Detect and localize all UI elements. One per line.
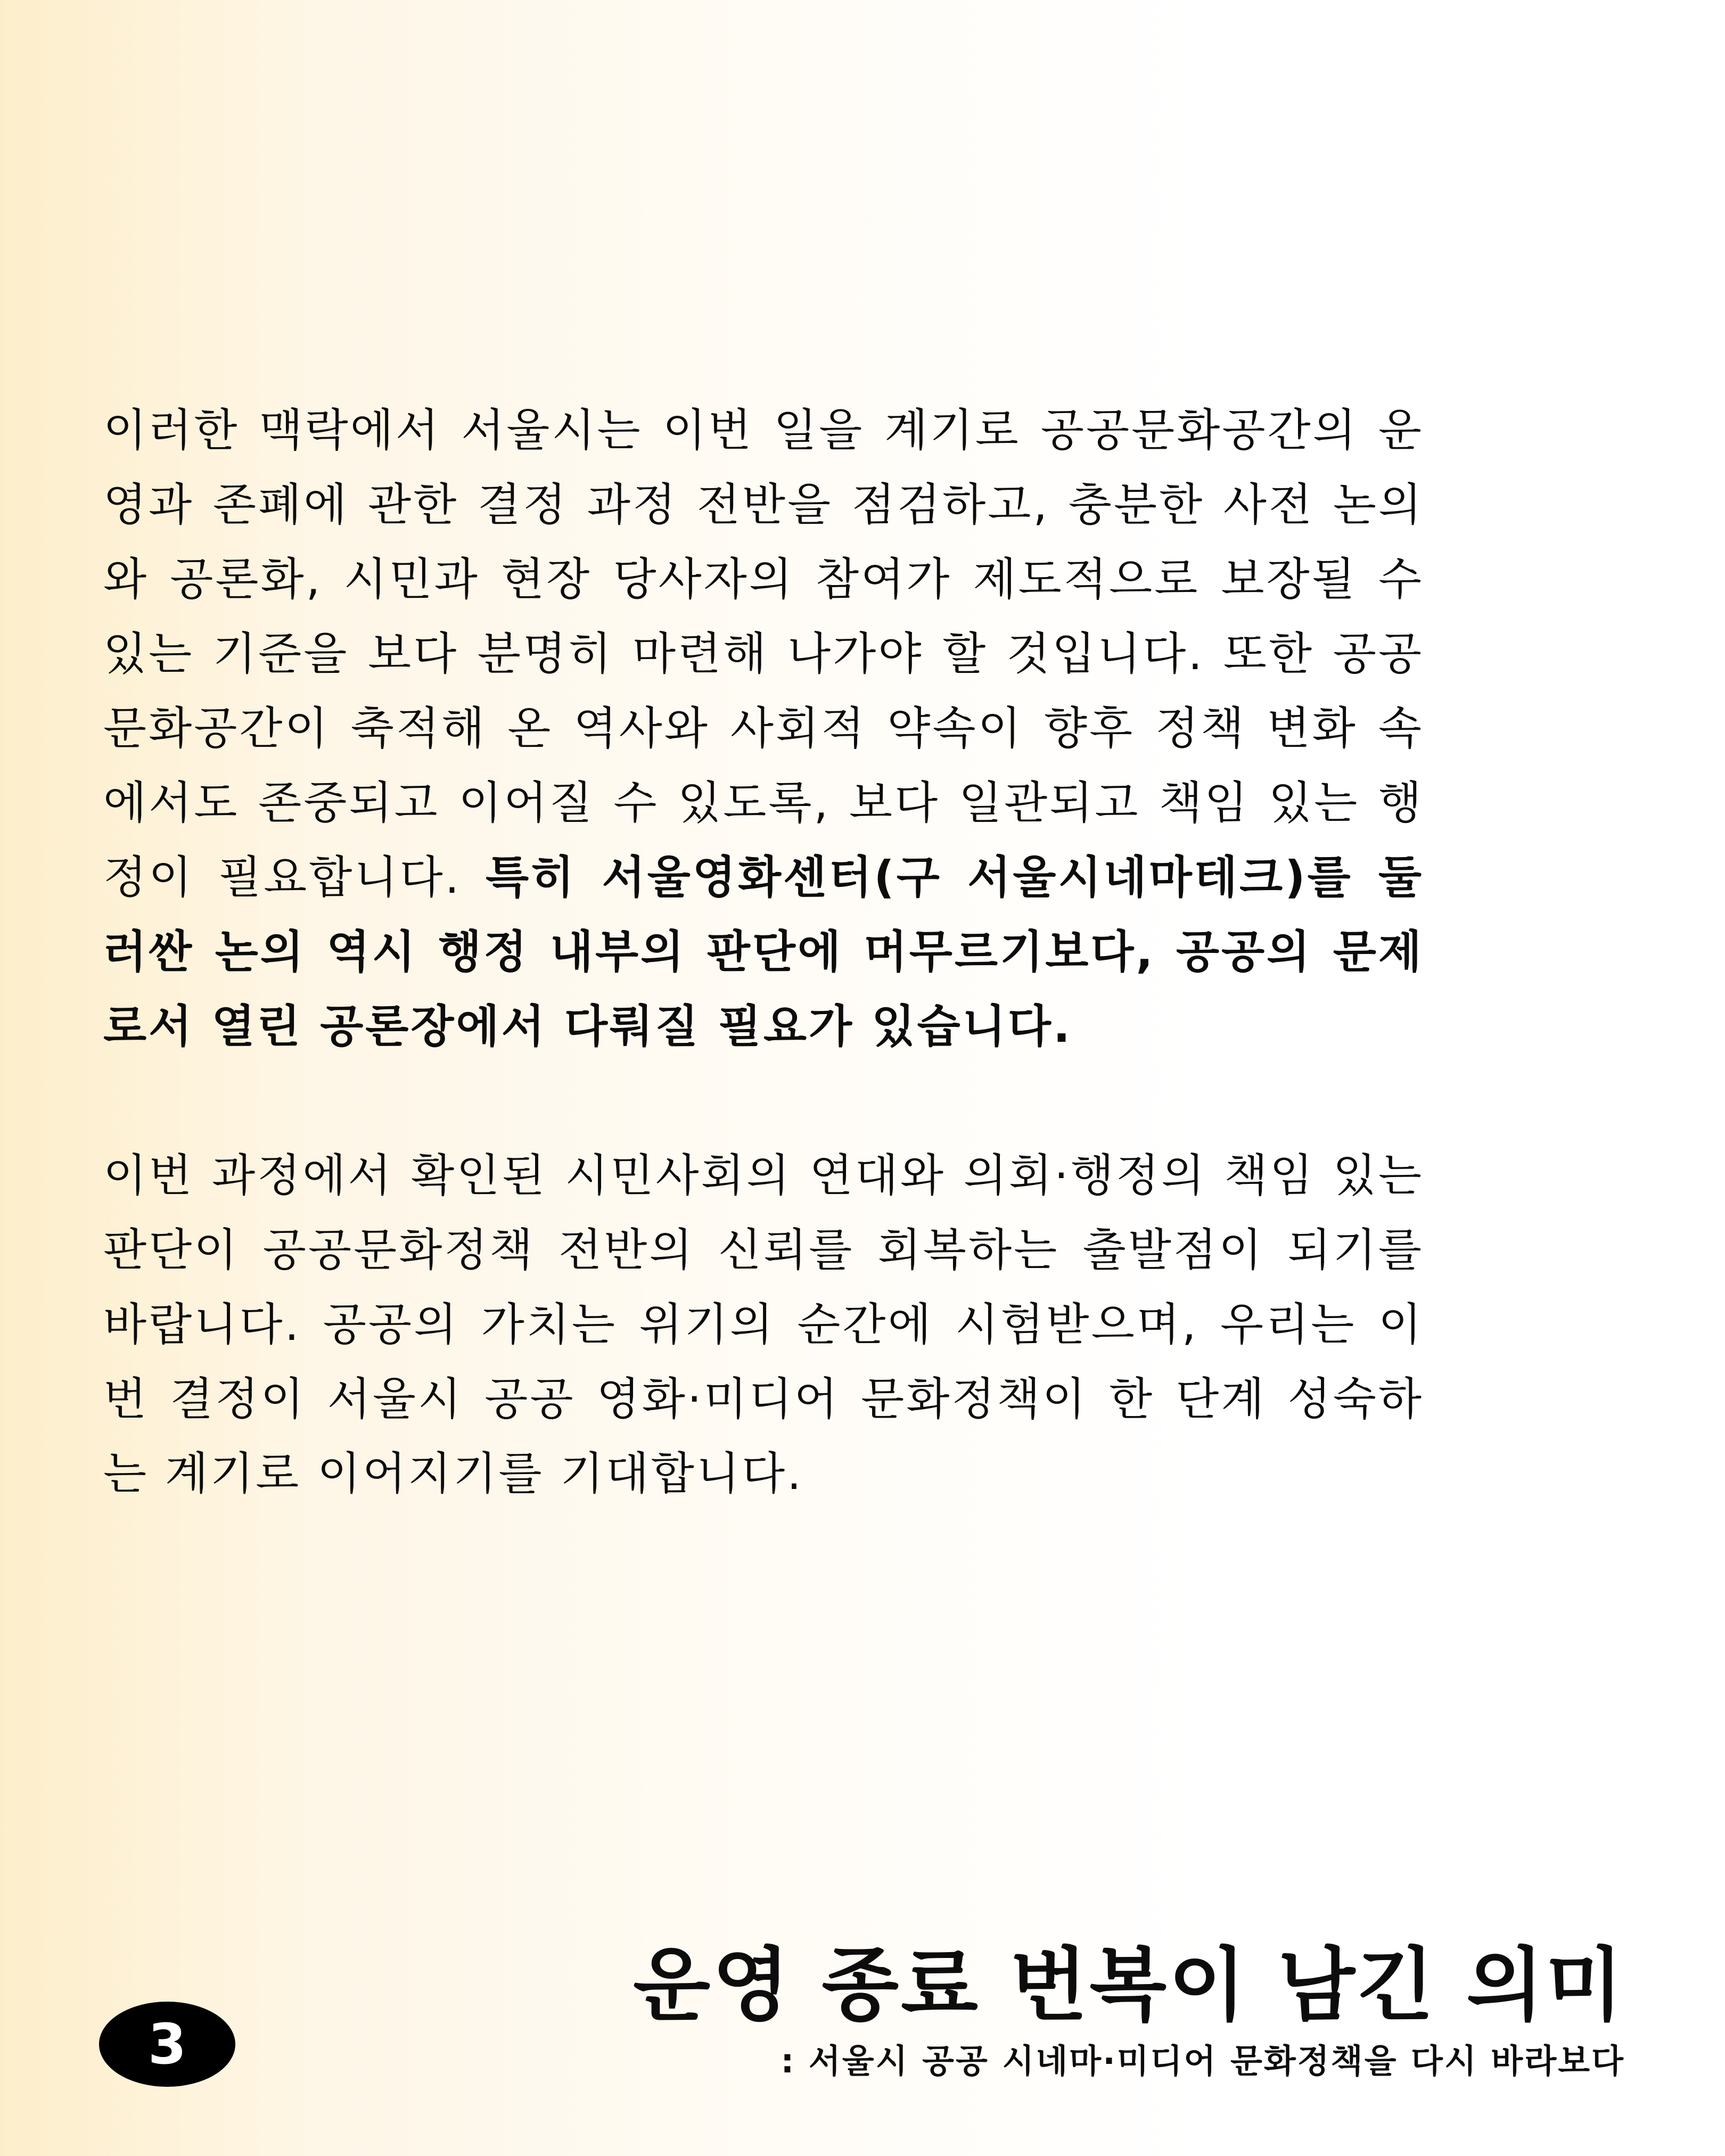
page-number: 3 xyxy=(147,2012,187,2077)
paragraph-2: 이번 과정에서 확인된 시민사회의 연대와 의회·행정의 책임 있는 판단이 공공문화정책 전반의 신뢰를 회복하는 출발점이 되기를 바랍니다. 공공의 가치는 위기의 순간에 시험받으며, 우리는 이번 결정이 서울시 공공 영화·미디어 문화정책이 한 단계 성숙하는 계기로 이어지기를 기대합니다. xyxy=(103,1149,1424,1500)
paragraph-1 xyxy=(103,393,1424,1064)
page-title: 운영 종료 번복이 남긴 의미 xyxy=(633,1939,1625,2032)
page-number-badge xyxy=(99,2002,235,2087)
article-body xyxy=(103,393,1424,1511)
paragraph-1-regular-text: 이러한 맥락에서 서울시는 이번 일을 계기로 공공문화공간의 운영과 존폐에 관한 결정 과정 전반을 점검하고, 충분한 사전 논의와 공론화, 시민과 현장 당사자의 참여가 제도적으로 보장될 수 있는 기준을 보다 분명히 마련해 나가야 할 것입니다. 또한 공공문화공간이 축적해 온 역사와 사회적 약속이 향후 정책 변화 속에서도 존중되고 이어질 수 있도록, 보다 일관되고 책임 있는 행정이 필요합니다. xyxy=(103,404,1424,903)
page-subtitle: : 서울시 공공 시네마·미디어 문화정책을 다시 바라보다 xyxy=(781,2042,1625,2080)
paragraph-1-emphasis-text: 특히 서울영화센터(구 서울시네마테크)를 둘러싼 논의 역시 행정 내부의 판단에 머무르기보다, 공공의 문제로서 열린 공론장에서 다뤄질 필요가 있습니다. xyxy=(103,851,1424,1052)
